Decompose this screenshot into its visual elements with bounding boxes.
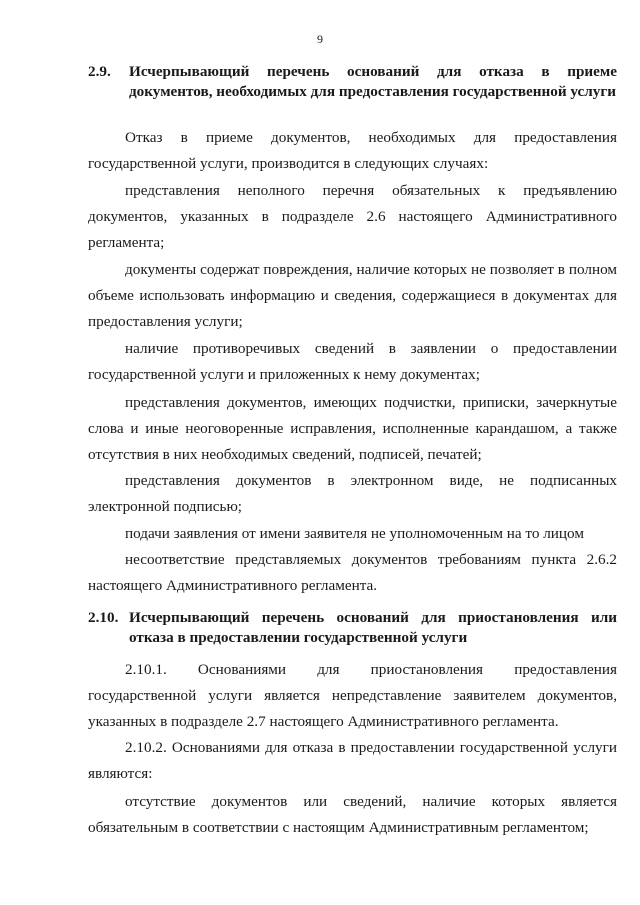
section-title: Исчерпывающий перечень оснований для отказа в приеме документов, необходимых для предоставления государственной услуги <box>129 63 617 100</box>
list-item: представления документов, имеющих подчистки, приписки, зачеркнутые слова и иные неоговоренные исправления, исполненные карандашом, а также отсутствия в них необходимых сведений, подписей, печатей; <box>88 394 617 463</box>
list-item: несоответствие представляемых документов требованиям пункта 2.6.2 настоящего Административного регламента. <box>88 551 617 594</box>
section-2-10-heading <box>88 608 617 648</box>
list-item: наличие противоречивых сведений в заявлении о предоставлении государственной услуги и приложенных к нему документах; <box>88 340 617 383</box>
section-number: 2.9. <box>88 63 111 80</box>
paragraph-2-10-2-item: отсутствие документов или сведений, наличие которых является обязательным в соответствии с настоящим Административным регламентом; <box>88 793 617 836</box>
section-2-9-heading <box>88 62 617 102</box>
list-item: подачи заявления от имени заявителя не уполномоченным на то лицом <box>125 525 584 542</box>
list-item: представления неполного перечня обязательных к предъявлению документов, указанных в подразделе 2.6 настоящего Административного регламента; <box>88 182 617 251</box>
section-title: Исчерпывающий перечень оснований для приостановления или отказа в предоставлении государственной услуги <box>129 609 617 646</box>
section-2-9-intro: Отказ в приеме документов, необходимых для предоставления государственной услуги, производится в следующих случаях: <box>88 129 617 172</box>
section-number: 2.10. <box>88 609 119 626</box>
paragraph-2-10-2: 2.10.2. Основаниями для отказа в предоставлении государственной услуги являются: <box>88 739 617 782</box>
list-item: представления документов в электронном виде, не подписанных электронной подписью; <box>88 472 617 515</box>
paragraph-2-10-1: 2.10.1. Основаниями для приостановления предоставления государственной услуги является непредставление заявителем документов, указанных в подразделе 2.7 настоящего Административного регламента. <box>88 661 617 730</box>
list-item: документы содержат повреждения, наличие которых не позволяет в полном объеме использовать информацию и сведения, содержащиеся в документах для предоставления услуги; <box>88 261 617 330</box>
page-number: 9 <box>317 32 323 46</box>
